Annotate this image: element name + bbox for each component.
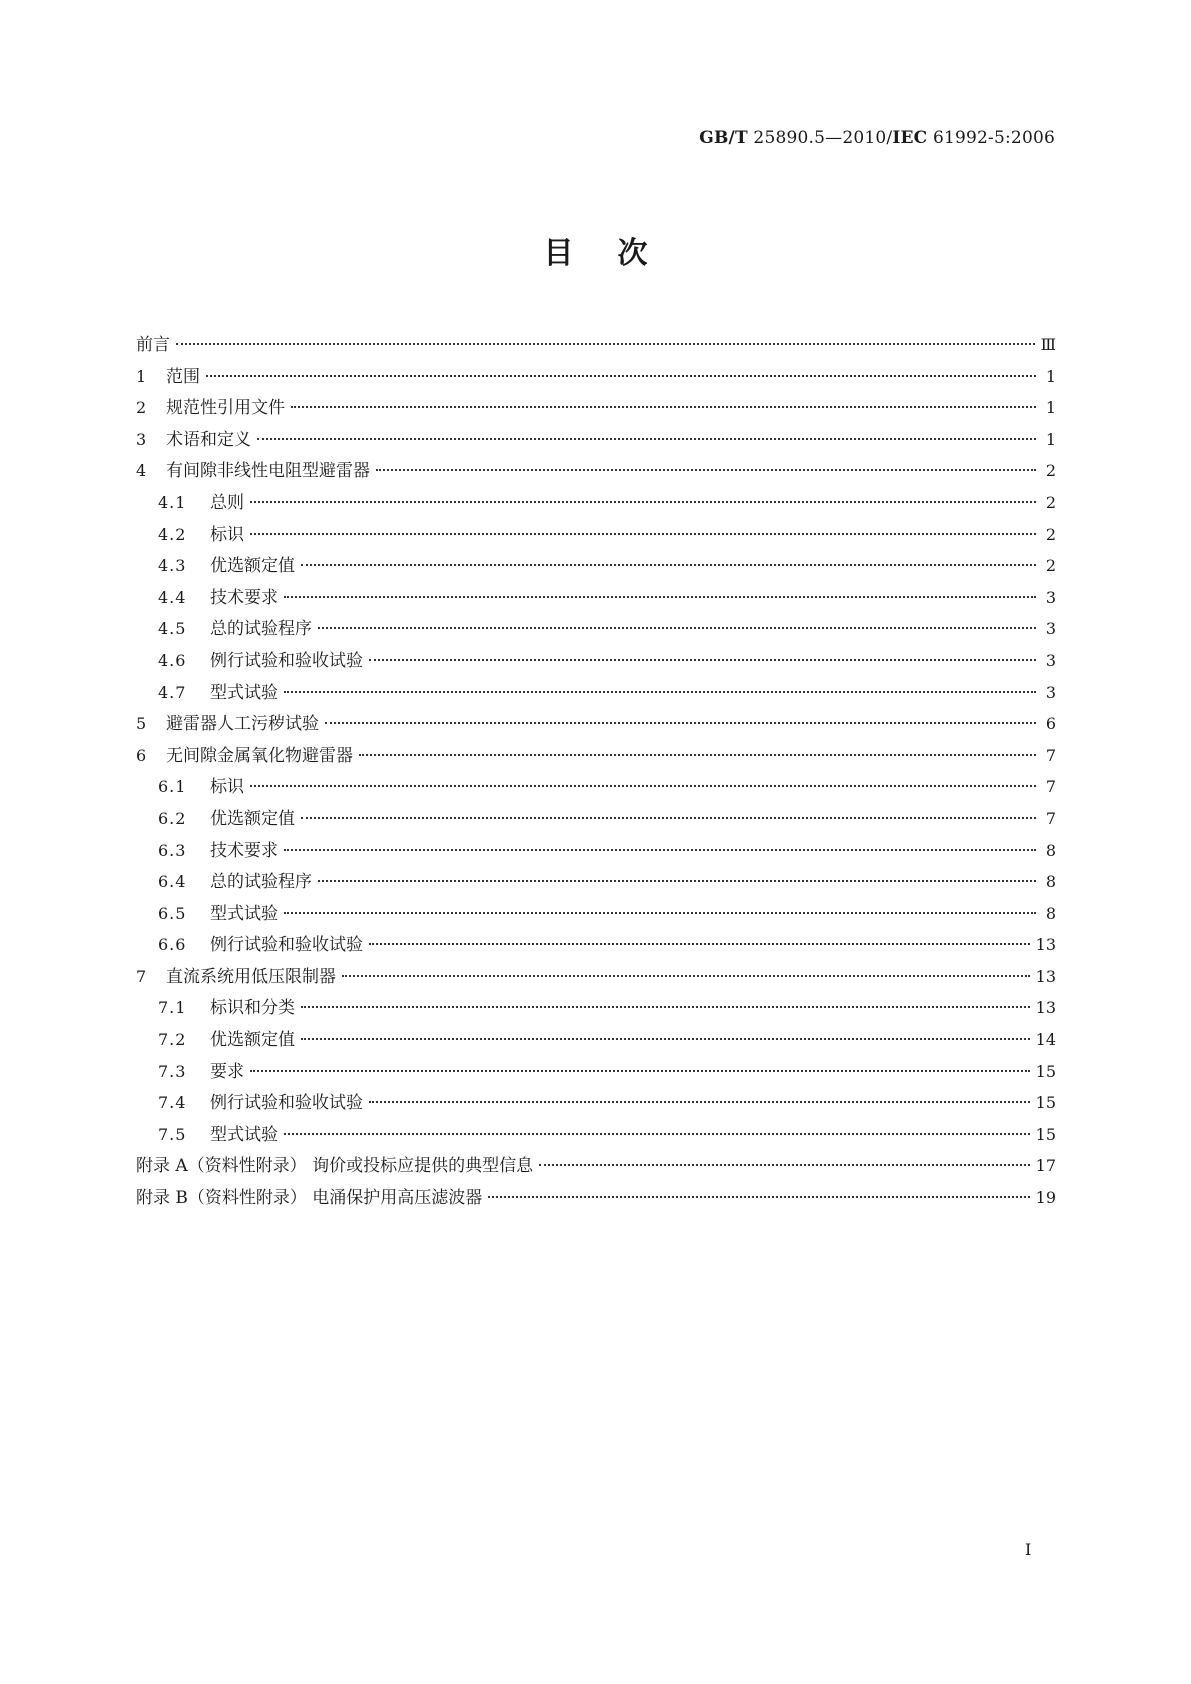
- toc-entry[interactable]: [136, 330, 1056, 362]
- toc-entry-number: 1: [136, 366, 148, 386]
- toc-entry-page: 7: [1045, 808, 1056, 828]
- toc-dot-leader: [369, 1101, 1030, 1103]
- toc-entry-number: 7.2: [158, 1030, 187, 1050]
- toc-entry[interactable]: [136, 583, 1056, 615]
- toc-entry[interactable]: [136, 709, 1056, 741]
- toc-entry[interactable]: [136, 1120, 1056, 1152]
- toc-dot-leader: [301, 817, 1036, 819]
- toc-dot-leader: [301, 1038, 1030, 1040]
- toc-entry[interactable]: [136, 993, 1056, 1025]
- toc-dot-leader: [342, 975, 1030, 977]
- toc-entry[interactable]: [136, 1025, 1056, 1057]
- toc-entry-number: 4.7: [158, 682, 187, 702]
- toc-entry-page: 8: [1045, 872, 1056, 892]
- toc-entry-number: 2: [136, 398, 148, 418]
- toc-entry-page: 7: [1045, 777, 1056, 797]
- toc-entry-number: 4.3: [158, 556, 187, 576]
- toc-entry[interactable]: [136, 741, 1056, 773]
- toc-entry-page: 15: [1035, 1093, 1056, 1113]
- toc-entry-page: 14: [1035, 1030, 1056, 1050]
- toc-entry-label: 例行试验和验收试验: [210, 650, 363, 671]
- toc-entry-label: 型式试验: [210, 682, 278, 703]
- toc-entry-page: 2: [1045, 461, 1056, 481]
- toc-entry-number: 5: [136, 714, 148, 734]
- toc-dot-leader: [250, 533, 1036, 535]
- toc-entry-label: 例行试验和验收试验: [210, 1093, 363, 1114]
- standard-prefix: GB/T: [699, 128, 748, 148]
- toc-entry-page: 3: [1045, 682, 1056, 702]
- toc-entry-page: 1: [1045, 429, 1056, 449]
- toc-entry-page: 3: [1045, 587, 1056, 607]
- page-number: I: [1025, 1540, 1032, 1559]
- toc-entry-page: 13: [1035, 966, 1056, 986]
- toc-dot-leader: [284, 596, 1036, 598]
- toc-entry-page: 2: [1045, 556, 1056, 576]
- toc-dot-leader: [250, 501, 1036, 503]
- toc-entry[interactable]: [136, 646, 1056, 678]
- toc-entry-page: 8: [1045, 903, 1056, 923]
- toc-entry-number: 6.5: [158, 903, 187, 923]
- toc-entry[interactable]: [136, 836, 1056, 868]
- toc-dot-leader: [369, 943, 1030, 945]
- toc-entry-number: 7.1: [158, 998, 187, 1018]
- toc-entry-page: 15: [1035, 1124, 1056, 1144]
- toc-dot-leader: [301, 564, 1036, 566]
- toc-entry-page: 1: [1045, 366, 1056, 386]
- toc-entry[interactable]: [136, 899, 1056, 931]
- toc-entry-label: 附录 A（资料性附录） 询价或投标应提供的典型信息: [136, 1156, 534, 1177]
- toc-entry[interactable]: [136, 962, 1056, 994]
- toc-entry-page: 2: [1045, 492, 1056, 512]
- toc-entry-label: 优选额定值: [210, 808, 295, 829]
- toc-dot-leader: [284, 691, 1036, 693]
- toc-entry-label: 范围: [166, 366, 200, 387]
- toc-entry-label: 规范性引用文件: [166, 398, 285, 419]
- toc-entry-label: 附录 B（资料性附录） 电涌保护用高压滤波器: [136, 1188, 483, 1209]
- toc-entry[interactable]: [136, 551, 1056, 583]
- iec-prefix: IEC: [892, 128, 928, 148]
- toc-entry-number: 7.5: [158, 1124, 187, 1144]
- toc-entry[interactable]: [136, 678, 1056, 710]
- toc-entry[interactable]: [136, 930, 1056, 962]
- toc-dot-leader: [257, 438, 1036, 440]
- toc-entry-label: 总的试验程序: [210, 619, 312, 640]
- toc-entry-label: 型式试验: [210, 1124, 278, 1145]
- toc-entry-label: 技术要求: [210, 840, 278, 861]
- toc-entry-label: 总则: [210, 492, 244, 513]
- toc-entry[interactable]: [136, 425, 1056, 457]
- toc-entry-page: 17: [1035, 1156, 1056, 1176]
- toc-entry-label: 直流系统用低压限制器: [166, 966, 336, 987]
- toc-entry-label: 前言: [136, 335, 170, 355]
- toc-entry[interactable]: [136, 1088, 1056, 1120]
- toc-entry[interactable]: [136, 488, 1056, 520]
- toc-entry[interactable]: [136, 804, 1056, 836]
- toc-entry-page: 13: [1035, 935, 1056, 955]
- toc-dot-leader: [539, 1164, 1030, 1166]
- toc-entry-label: 要求: [210, 1061, 244, 1082]
- toc-entry-page: 3: [1045, 650, 1056, 670]
- toc-dot-leader: [284, 849, 1036, 851]
- toc-entry[interactable]: [136, 1151, 1056, 1183]
- toc-entry-page: 6: [1045, 714, 1056, 734]
- toc-entry-number: 6.4: [158, 872, 187, 892]
- toc-entry-label: 标识: [210, 777, 244, 798]
- toc-entry-label: 术语和定义: [166, 429, 251, 450]
- toc-entry-label: 避雷器人工污秽试验: [166, 714, 319, 735]
- toc-dot-leader: [369, 659, 1036, 661]
- toc-entry-number: 4.1: [158, 492, 187, 512]
- toc-entry[interactable]: [136, 362, 1056, 394]
- toc-dot-leader: [488, 1196, 1029, 1198]
- toc-entry-number: 4: [136, 461, 148, 481]
- toc-dot-leader: [176, 343, 1035, 345]
- toc-entry-page: 8: [1045, 840, 1056, 860]
- toc-entry[interactable]: [136, 520, 1056, 552]
- toc-dot-leader: [376, 469, 1036, 471]
- toc-entry-page: 13: [1035, 998, 1056, 1018]
- toc-entry-number: 6.2: [158, 808, 187, 828]
- page-title: 目次: [543, 236, 692, 271]
- toc-entry-label: 技术要求: [210, 587, 278, 608]
- iec-number: 61992-5:2006: [932, 128, 1055, 148]
- toc-entry-number: 7: [136, 966, 148, 986]
- toc-entry-label: 优选额定值: [210, 556, 295, 577]
- toc-entry-label: 例行试验和验收试验: [210, 935, 363, 956]
- toc-dot-leader: [250, 1070, 1030, 1072]
- toc-entry-page: 15: [1035, 1061, 1056, 1081]
- toc-entry-label: 无间隙金属氧化物避雷器: [166, 745, 353, 766]
- toc-entry-number: 4.2: [158, 524, 187, 544]
- toc-entry[interactable]: [136, 393, 1056, 425]
- toc-dot-leader: [284, 912, 1036, 914]
- toc-entry-number: 6.1: [158, 777, 187, 797]
- toc-entry-label: 总的试验程序: [210, 872, 312, 893]
- toc-dot-leader: [291, 406, 1036, 408]
- toc-entry-label: 优选额定值: [210, 1030, 295, 1051]
- toc-dot-leader: [250, 785, 1036, 787]
- toc-entry-label: 有间隙非线性电阻型避雷器: [166, 461, 370, 482]
- table-of-contents: [136, 330, 1056, 1215]
- toc-dot-leader: [359, 754, 1036, 756]
- toc-entry[interactable]: [136, 867, 1056, 899]
- toc-entry-number: 6: [136, 745, 148, 765]
- toc-dot-leader: [284, 1133, 1030, 1135]
- toc-entry-number: 3: [136, 429, 148, 449]
- toc-entry-number: 4.4: [158, 587, 187, 607]
- standard-number: 25890.5—2010/: [753, 128, 893, 148]
- toc-entry[interactable]: [136, 772, 1056, 804]
- toc-dot-leader: [318, 880, 1036, 882]
- toc-entry-number: 7.3: [158, 1061, 187, 1081]
- toc-entry-number: 4.6: [158, 650, 187, 670]
- toc-entry-label: 标识: [210, 524, 244, 545]
- toc-dot-leader: [318, 627, 1036, 629]
- toc-entry-label: 型式试验: [210, 903, 278, 924]
- toc-entry-page: 3: [1045, 619, 1056, 639]
- toc-entry-page: 1: [1045, 398, 1056, 418]
- toc-entry-number: 6.6: [158, 935, 187, 955]
- toc-dot-leader: [206, 375, 1036, 377]
- toc-entry-number: 4.5: [158, 619, 187, 639]
- toc-entry-page: 7: [1045, 745, 1056, 765]
- toc-entry[interactable]: [136, 1183, 1056, 1215]
- toc-entry[interactable]: [136, 1057, 1056, 1089]
- toc-dot-leader: [301, 1006, 1030, 1008]
- toc-entry[interactable]: [136, 456, 1056, 488]
- toc-entry-page: 2: [1045, 524, 1056, 544]
- toc-entry-number: 6.3: [158, 840, 187, 860]
- toc-entry-page: Ⅲ: [1040, 335, 1056, 354]
- toc-entry-label: 标识和分类: [210, 998, 295, 1019]
- toc-entry[interactable]: [136, 614, 1056, 646]
- toc-entry-page: 19: [1035, 1188, 1056, 1208]
- toc-dot-leader: [325, 722, 1036, 724]
- toc-entry-number: 7.4: [158, 1093, 187, 1113]
- standard-number-header: [699, 128, 1055, 148]
